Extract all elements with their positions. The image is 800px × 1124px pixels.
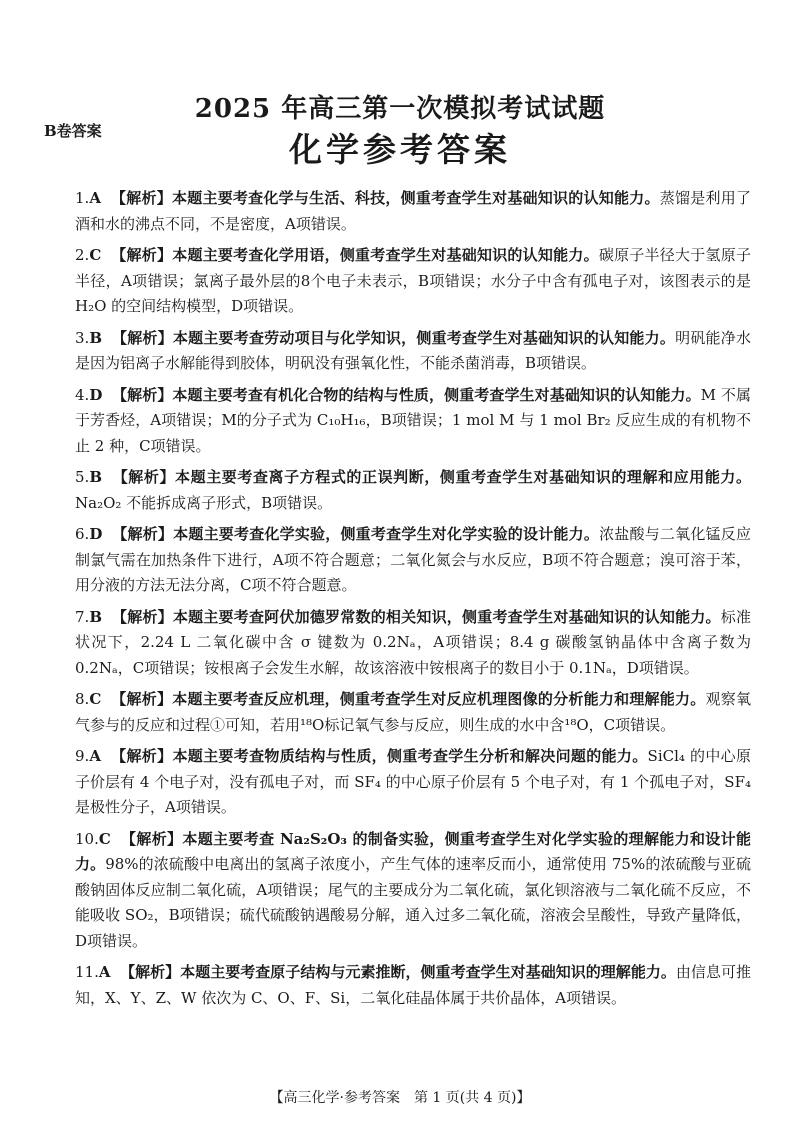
question-number: 6. [75,525,90,543]
question-number: 11. [75,963,99,981]
answer-item-2 [75,243,751,320]
analysis-lead: 【解析】本题主要考查有机化合物的结构与性质，侧重考查学生对基础知识的认知能力。 [112,385,701,404]
answer-key: A [89,747,101,765]
answer-key: A [98,963,111,981]
analysis-lead: 【解析】本题主要考查离子方程式的正误判断，侧重考查学生对基础知识的理解和应用能力。 [112,468,751,486]
exam-title: 2025 年高三第一次模拟考试试题 [194,94,606,124]
question-number: 4. [75,385,90,404]
answer-item-1 [75,186,751,237]
analysis-lead: 【解析】本题主要考查化学实验，侧重考查学生对化学实验的设计能力。 [112,525,600,543]
answer-list [75,186,751,1017]
analysis-body: Na₂O₂ 不能拆成离子形式，B项错误。 [75,493,333,512]
answer-item-7 [75,605,751,682]
answer-item-10 [75,827,751,955]
question-number: 1. [75,189,90,207]
answer-key: D [89,385,103,404]
analysis-body: 浓盐酸与二氧化锰反应制氯气需在加热条件下进行，A项不符合题意；二氧化氮会与水反应，B项不符合题意；溴可溶于苯，用分液的方法无法分离，C项不符合题意。 [75,525,751,594]
answer-key: B [89,607,102,626]
question-number: 10. [75,829,99,848]
analysis-body: 观察氧气参与的反应和过程①可知，若用¹⁸O标记氧气参与反应，则生成的水中含¹⁸O，C项错误。 [75,690,751,734]
analysis-lead: 【解析】本题主要考查化学用语，侧重考查学生对基础知识的认知能力。 [111,246,599,264]
page-footer: 【高三化学·参考答案 第 1 页(共 4 页)】 [269,1090,531,1106]
question-number: 7. [75,607,90,626]
answer-key: C [89,246,102,264]
answer-key-title: 化学参考答案 [289,130,511,169]
analysis-lead: 【解析】本题主要考查阿伏加德罗常数的相关知识，侧重考查学生对基础知识的认知能力。 [111,607,721,626]
version-tag: B卷答案 [44,122,102,140]
answer-item-6 [75,522,751,599]
question-number: 8. [75,690,90,708]
answer-item-9 [75,744,751,821]
analysis-lead: 【解析】本题主要考查物质结构与性质，侧重考查学生分析和解决问题的能力。 [111,747,648,765]
question-number: 5. [75,468,90,486]
analysis-lead: 【解析】本题主要考查化学与生活、科技，侧重考查学生对基础知识的认知能力。 [110,189,660,207]
analysis-body: 碳原子半径大于氢原子半径，A项错误；氯离子最外层的8个电子未表示，B项错误；水分子中含有孤电子对，该图表示的是 H₂O 的空间结构模型，D项错误。 [75,246,751,315]
analysis-body: M 不属于芳香烃，A项错误；M的分子式为 C₁₀H₁₆，B项错误；1 mol M 与 1 mol Br₂ 反应生成的有机物不止 2 种，C项错误。 [75,385,751,455]
answer-item-5 [75,465,751,516]
answer-key: B [89,468,102,486]
question-number: 3. [75,328,90,347]
answer-key: B [89,328,102,347]
analysis-body: 98%的浓硫酸中电离出的氢离子浓度小，产生气体的速率反而小，通常使用 75%的浓硫酸与亚硫酸钠固体反应制二氧化硫，A项错误；尾气的主要成分为二氧化硫，氯化钡溶液与二氧化硫不反应，不能吸收 SO₂，B项错误；硫代硫酸钠遇酸易分解，通入过多二氧化硫，溶液会呈酸性，导致产量降低，D项错误。 [75,855,751,950]
answer-item-11 [75,960,751,1011]
question-number: 9. [75,747,90,765]
answer-key: C [89,690,102,708]
analysis-lead: 【解析】本题主要考查反应机理，侧重考查学生对反应机理图像的分析能力和理解能力。 [111,690,706,708]
answer-item-4 [75,383,751,460]
analysis-body: 标准状况下，2.24 L 二氧化碳中含 σ 键数为 0.2Nₐ，A项错误；8.4 g 碳酸氢钠晶体中含离子数为 0.2Nₐ，C项错误；铵根离子会发生水解，故该溶液中铵根离子的数目小于 0.1Nₐ，D项错误。 [75,607,751,677]
analysis-body: SiCl₄ 的中心原子价层有 4 个电子对，没有孤电子对，而 SF₄ 的中心原子价层有 5 个电子对，有 1 个孤电子对，SF₄ 是极性分子，A项错误。 [75,747,751,816]
answer-key: A [89,189,101,207]
analysis-lead: 【解析】本题主要考查 Na₂S₂O₃ 的制备实验，侧重考查学生对化学实验的理解能力和设计能力。 [75,829,751,873]
analysis-body: 明矾能净水是因为铝离子水解能得到胶体，明矾没有强氧化性，不能杀菌消毒，B项错误。 [75,328,751,372]
analysis-body: 蒸馏是利用了酒和水的沸点不同，不是密度，A项错误。 [75,189,751,233]
answer-item-3 [75,326,751,377]
answer-key: D [89,525,103,543]
analysis-lead: 【解析】本题主要考查原子结构与元素推断，侧重考查学生对基础知识的理解能力。 [120,963,676,981]
question-number: 2. [75,246,90,264]
answer-item-8 [75,687,751,738]
answer-key: C [98,829,111,848]
analysis-body: 由信息可推知，X、Y、Z、W 依次为 C、O、F、Si，二氧化硅晶体属于共价晶体，A项错误。 [75,963,751,1007]
analysis-lead: 【解析】本题主要考查劳动项目与化学知识，侧重考查学生对基础知识的认知能力。 [111,328,676,347]
